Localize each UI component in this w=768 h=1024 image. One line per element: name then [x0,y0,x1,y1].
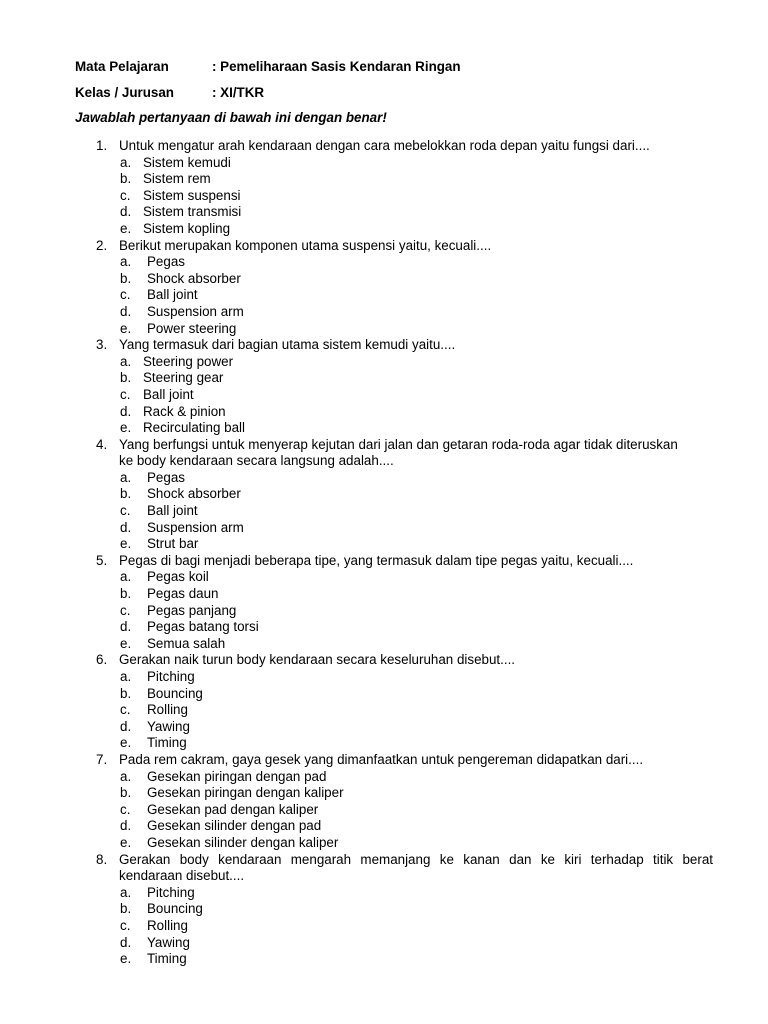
option-letter: c. [120,386,131,402]
answer-option [0,520,768,537]
option-text: Gesekan pad dengan kaliper [147,801,319,817]
question-text: Yang berfungsi untuk menyerap kejutan dari jalan dan getaran roda-roda agar tidak diteruskan [119,436,678,452]
option-text: Pitching [147,884,195,900]
option-letter: e. [120,834,132,850]
answer-option [0,171,768,188]
answer-option [0,404,768,421]
question-number: 2. [96,237,108,253]
question-line [0,752,768,769]
option-text: Recirculating ball [143,420,245,436]
option-text: Rack & pinion [143,403,226,419]
question-number: 7. [96,751,108,767]
option-letter: a. [120,353,132,369]
instruction-text: Jawablah pertanyaan di bawah ini dengan benar! [75,110,387,125]
option-text: Strut bar [147,536,199,552]
option-text: Timing [147,951,187,967]
answer-option [0,204,768,221]
option-letter: a. [120,254,132,270]
option-letter: e. [120,536,132,552]
option-text: Sistem suspensi [143,187,241,203]
answer-option [0,354,768,371]
option-letter: a. [120,469,132,485]
answer-option [0,702,768,719]
answer-option [0,287,768,304]
answer-option [0,420,768,437]
question-line [0,238,768,255]
option-letter: b. [120,370,132,386]
option-letter: b. [120,270,132,286]
option-letter: e. [120,320,132,336]
option-letter: d. [120,619,132,635]
option-text: Gesekan piringan dengan kaliper [147,785,344,801]
question-item [0,337,768,437]
answer-option [0,918,768,935]
option-letter: a. [120,884,132,900]
answer-option [0,935,768,952]
class-label: Kelas / Jurusan [75,85,174,100]
answer-option [0,370,768,387]
question-text: Berikut merupakan komponen utama suspensi yaitu, kecuali.... [119,237,492,253]
answer-option [0,619,768,636]
option-text: Semua salah [147,635,226,651]
option-letter: c. [120,602,131,618]
option-letter: b. [120,685,132,701]
option-text: Bouncing [147,901,203,917]
option-text: Sistem kemudi [143,154,231,170]
question-item [0,852,768,968]
question-text: Gerakan body kendaraan mengarah memanjang ke kanan dan ke kiri terhadap titik berat [119,851,713,867]
question-line [0,453,768,470]
answer-option [0,304,768,321]
option-text: Shock absorber [147,486,241,502]
answer-option [0,885,768,902]
option-text: Sistem rem [143,171,211,187]
question-line [0,553,768,570]
option-letter: c. [120,917,131,933]
answer-option [0,802,768,819]
question-item [0,138,768,238]
option-letter: a. [120,569,132,585]
question-number: 6. [96,652,108,668]
option-letter: e. [120,420,132,436]
option-letter: b. [120,586,132,602]
option-letter: e. [120,220,132,236]
answer-option [0,321,768,338]
question-number: 8. [96,851,108,867]
option-text: Sistem kopling [143,220,231,236]
answer-option [0,503,768,520]
option-letter: b. [120,785,132,801]
option-letter: b. [120,171,132,187]
answer-option [0,271,768,288]
option-text: Pegas panjang [147,602,237,618]
answer-option [0,669,768,686]
answer-option [0,387,768,404]
option-text: Gesekan silinder dengan pad [147,818,322,834]
question-line [0,852,768,869]
option-text: Rolling [147,917,188,933]
option-letter: d. [120,519,132,535]
option-letter: e. [120,635,132,651]
answer-option [0,603,768,620]
answer-option [0,901,768,918]
option-text: Sistem transmisi [143,204,242,220]
option-text: Pegas [147,254,185,270]
option-text: Power steering [147,320,237,336]
option-letter: c. [120,801,131,817]
option-text: Shock absorber [147,270,241,286]
option-text: Steering gear [143,370,224,386]
question-line [0,437,768,454]
question-text: Pada rem cakram, gaya gesek yang dimanfaatkan untuk pengereman didapatkan dari.... [119,751,644,767]
question-number: 1. [96,138,108,153]
option-letter: a. [120,669,132,684]
answer-option [0,636,768,653]
question-text: Untuk mengatur arah kendaraan dengan cara mebelokkan roda depan yaitu fungsi dari.... [119,138,650,153]
option-text: Pegas koil [147,569,209,585]
class-row [75,85,264,100]
option-letter: a. [120,154,132,170]
answer-option [0,569,768,586]
option-letter: e. [120,735,132,751]
question-number: 3. [96,337,108,353]
answer-option [0,486,768,503]
question-item [0,752,768,852]
option-letter: d. [120,718,132,734]
question-text: kendaraan disebut.... [119,868,245,884]
option-text: Yawing [147,934,190,950]
question-line [0,868,768,885]
option-text: Rolling [147,702,188,718]
option-text: Suspension arm [147,303,244,319]
answer-option [0,536,768,553]
option-text: Pegas [147,469,185,485]
option-letter: b. [120,901,132,917]
option-letter: a. [120,768,132,784]
option-letter: d. [120,403,132,419]
question-line [0,337,768,354]
option-letter: c. [120,187,131,203]
answer-option [0,785,768,802]
answer-option [0,254,768,271]
question-item [0,238,768,338]
question-number: 4. [96,436,108,452]
question-text: Pegas di bagi menjadi beberapa tipe, yang termasuk dalam tipe pegas yaitu, kecuali.... [119,552,634,568]
option-letter: b. [120,486,132,502]
option-text: Ball joint [147,287,198,303]
subject-value: : Pemeliharaan Sasis Kendaran Ringan [212,59,461,74]
answer-option [0,951,768,968]
answer-option [0,835,768,852]
answer-option [0,818,768,835]
question-item [0,553,768,653]
question-number: 5. [96,552,108,568]
answer-option [0,221,768,238]
question-line [0,652,768,669]
option-text: Yawing [147,718,190,734]
option-text: Pegas daun [147,586,219,602]
option-text: Ball joint [143,386,194,402]
option-text: Pegas batang torsi [147,619,259,635]
question-line [0,138,768,155]
option-text: Timing [147,735,187,751]
option-text: Gesekan silinder dengan kaliper [147,834,339,850]
question-text: ke body kendaraan secara langsung adalah.... [119,453,394,469]
option-text: Bouncing [147,685,203,701]
option-letter: d. [120,934,132,950]
answer-option [0,735,768,752]
answer-option [0,719,768,736]
answer-option [0,470,768,487]
question-list [0,138,768,968]
option-letter: c. [120,503,131,519]
question-item [0,652,768,752]
class-value: : XI/TKR [212,85,265,100]
option-letter: c. [120,287,131,303]
question-item [0,437,768,553]
answer-option [0,686,768,703]
answer-option [0,586,768,603]
answer-option [0,769,768,786]
option-letter: d. [120,818,132,834]
option-letter: c. [120,702,131,718]
question-text: Yang termasuk dari bagian utama sistem kemudi yaitu.... [119,337,456,353]
subject-label: Mata Pelajaran [75,59,169,74]
question-text: Gerakan naik turun body kendaraan secara keseluruhan disebut.... [119,652,516,668]
option-letter: d. [120,204,132,220]
option-text: Suspension arm [147,519,244,535]
option-text: Ball joint [147,503,198,519]
answer-option [0,188,768,205]
answer-option [0,155,768,172]
option-text: Steering power [143,353,234,369]
option-letter: d. [120,303,132,319]
option-letter: e. [120,951,132,967]
option-text: Pitching [147,669,195,684]
option-text: Gesekan piringan dengan pad [147,768,327,784]
subject-row [75,59,461,74]
